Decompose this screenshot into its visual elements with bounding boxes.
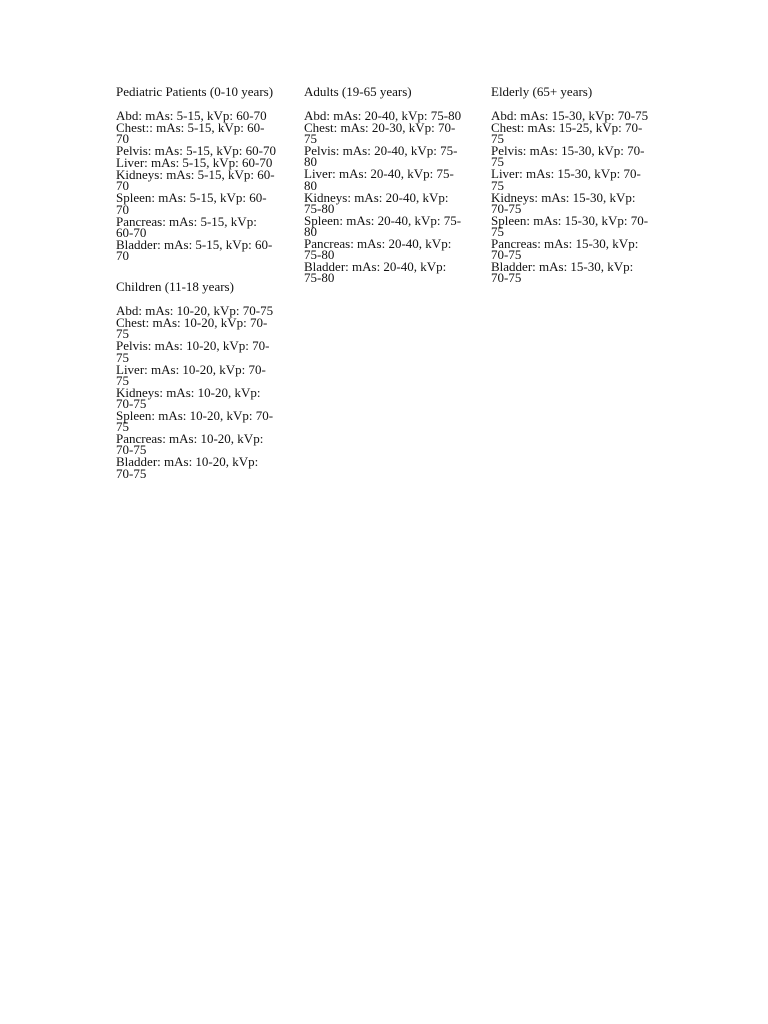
- entry-children-pelvis: Pelvis: mAs: 10-20, kVp: 70-75: [116, 338, 270, 365]
- entry-pediatric-liver: Liver: mAs: 5-15, kVp: 60-70: [116, 155, 273, 171]
- entry-pediatric-chest: Chest:: mAs: 5-15, kVp: 60-70: [116, 120, 265, 147]
- entry-children-bladder: Bladder: mAs: 10-20, kVp: 70-75: [116, 454, 259, 481]
- entry-adults-liver: Liver: mAs: 20-40, kVp: 75-80: [304, 166, 454, 193]
- entry-elderly-pancreas: Pancreas: mAs: 15-30, kVp: 70-75: [491, 236, 639, 263]
- entry-children-pancreas: Pancreas: mAs: 10-20, kVp: 70-75: [116, 431, 264, 458]
- entry-adults-spleen: Spleen: mAs: 20-40, kVp: 75-80: [304, 212, 462, 240]
- entry-elderly-abd: Abd: mAs: 15-30, kVp: 70-75: [491, 108, 649, 123]
- entry-pediatric-abd: Abd: mAs: 5-15, kVp: 60-70: [116, 108, 267, 123]
- entry-children-spleen: Spleen: mAs: 10-20, kVp: 70-75: [116, 408, 274, 435]
- entry-pediatric-spleen: Spleen: mAs: 5-15, kVp: 60-70: [116, 190, 267, 217]
- entry-adults-bladder: Bladder: mAs: 20-40, kVp: 75-80: [304, 259, 447, 286]
- entry-elderly-bladder: Bladder: mAs: 15-30, kVp: 70-75: [491, 259, 634, 286]
- group-title-elderly: Elderly (65+ years): [491, 84, 593, 99]
- entry-pediatric-pancreas: Pancreas: mAs: 5-15, kVp: 60-70: [116, 213, 257, 240]
- group-title-children: Children (11-18 years): [116, 279, 234, 295]
- column-elderly: [491, 84, 651, 284]
- entry-adults-pancreas: Pancreas: mAs: 20-40, kVp: 75-80: [304, 236, 452, 263]
- entry-elderly-kidneys: Kidneys: mAs: 15-30, kVp: 70-75: [491, 189, 636, 216]
- column-adults: [304, 84, 464, 284]
- group-title-pediatric: Pediatric Patients (0-10 years): [116, 84, 274, 99]
- group-elderly: [491, 84, 651, 284]
- group-pediatric: [116, 84, 276, 264]
- entry-adults-chest: Chest: mAs: 20-30, kVp: 70-75: [304, 120, 456, 147]
- group-title-adults: Adults (19-65 years): [304, 84, 412, 99]
- entry-children-kidneys: Kidneys: mAs: 10-20, kVp: 70-75: [116, 384, 261, 412]
- entry-pediatric-pelvis: Pelvis: mAs: 5-15, kVp: 60-70: [116, 143, 276, 159]
- entry-children-chest: Chest: mAs: 10-20, kVp: 70-75: [116, 315, 268, 342]
- entry-elderly-pelvis: Pelvis: mAs: 15-30, kVp: 70-75: [491, 143, 645, 170]
- entry-adults-kidneys: Kidneys: mAs: 20-40, kVp: 75-80: [304, 189, 449, 216]
- entry-adults-pelvis: Pelvis: mAs: 20-40, kVp: 75-80: [304, 143, 458, 170]
- group-children: [116, 279, 276, 479]
- column-pediatric-children: [116, 84, 276, 480]
- entry-elderly-liver: Liver: mAs: 15-30, kVp: 70-75: [491, 166, 641, 193]
- entry-children-liver: Liver: mAs: 10-20, kVp: 70-75: [116, 361, 266, 388]
- entry-elderly-chest: Chest: mAs: 15-25, kVp: 70-75: [491, 120, 643, 147]
- entry-elderly-spleen: Spleen: mAs: 15-30, kVp: 70-75: [491, 212, 649, 240]
- entry-pediatric-bladder: Bladder: mAs: 5-15, kVp: 60-70: [116, 236, 273, 264]
- entry-pediatric-kidneys: Kidneys: mAs: 5-15, kVp: 60-70: [116, 167, 275, 194]
- entry-adults-abd: Abd: mAs: 20-40, kVp: 75-80: [304, 108, 462, 123]
- entry-children-abd: Abd: mAs: 10-20, kVp: 70-75: [116, 303, 274, 319]
- group-adults: [304, 84, 464, 284]
